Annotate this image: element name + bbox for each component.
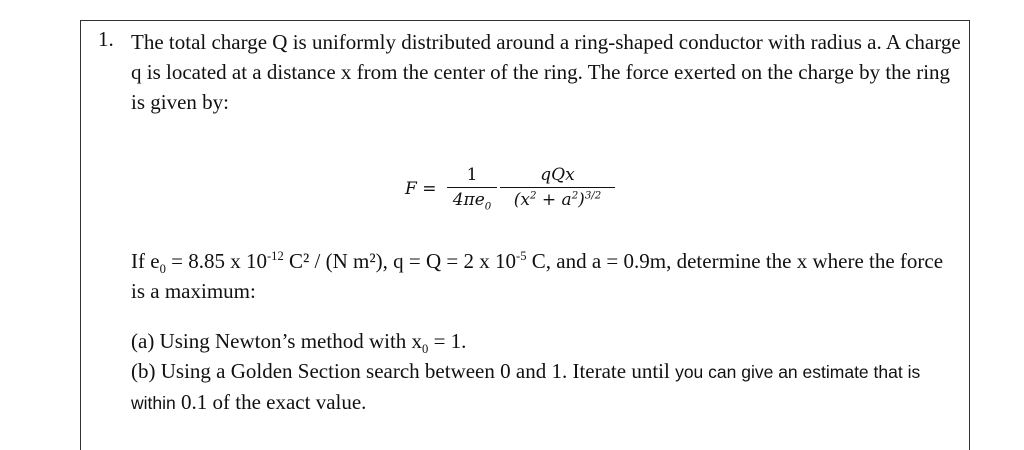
problem-parts <box>131 326 961 418</box>
force-formula <box>405 165 635 225</box>
formula-fraction-constant <box>447 165 497 213</box>
given-values: If $e_0 = 8.85$ x $10^{-12}$ C² / (N m²), q = Q = 2 x $10^{-5}$ C, and a = 0.9m, determine the x where the force is a maximum: <box>131 249 944 303</box>
fraction-denominator: $4\pi e_0$ <box>452 190 492 213</box>
problem-number: 1. <box>98 27 114 51</box>
formula-fraction-variable <box>500 165 615 210</box>
fraction-numerator: qQx <box>540 165 575 185</box>
fraction-denominator: $(x^2 + a^2)^{3/2}$ <box>513 190 602 210</box>
part-b: (b) Using a Golden Section search between 0 and 1. Iterate until you can give an estimate that is within 0.1 of the exact value. <box>131 359 921 414</box>
formula-lhs: F = <box>405 179 437 199</box>
fraction-numerator: 1 <box>466 165 478 185</box>
part-a: (a) Using Newton’s method with $x_0 = 1$. <box>131 329 467 357</box>
problem-statement: The total charge Q is uniformly distributed around a ring-shaped conductor with radius a. A charge q is located at a distance x from the center of the ring. The force exerted on the charge by the ring is given by: <box>131 30 961 114</box>
